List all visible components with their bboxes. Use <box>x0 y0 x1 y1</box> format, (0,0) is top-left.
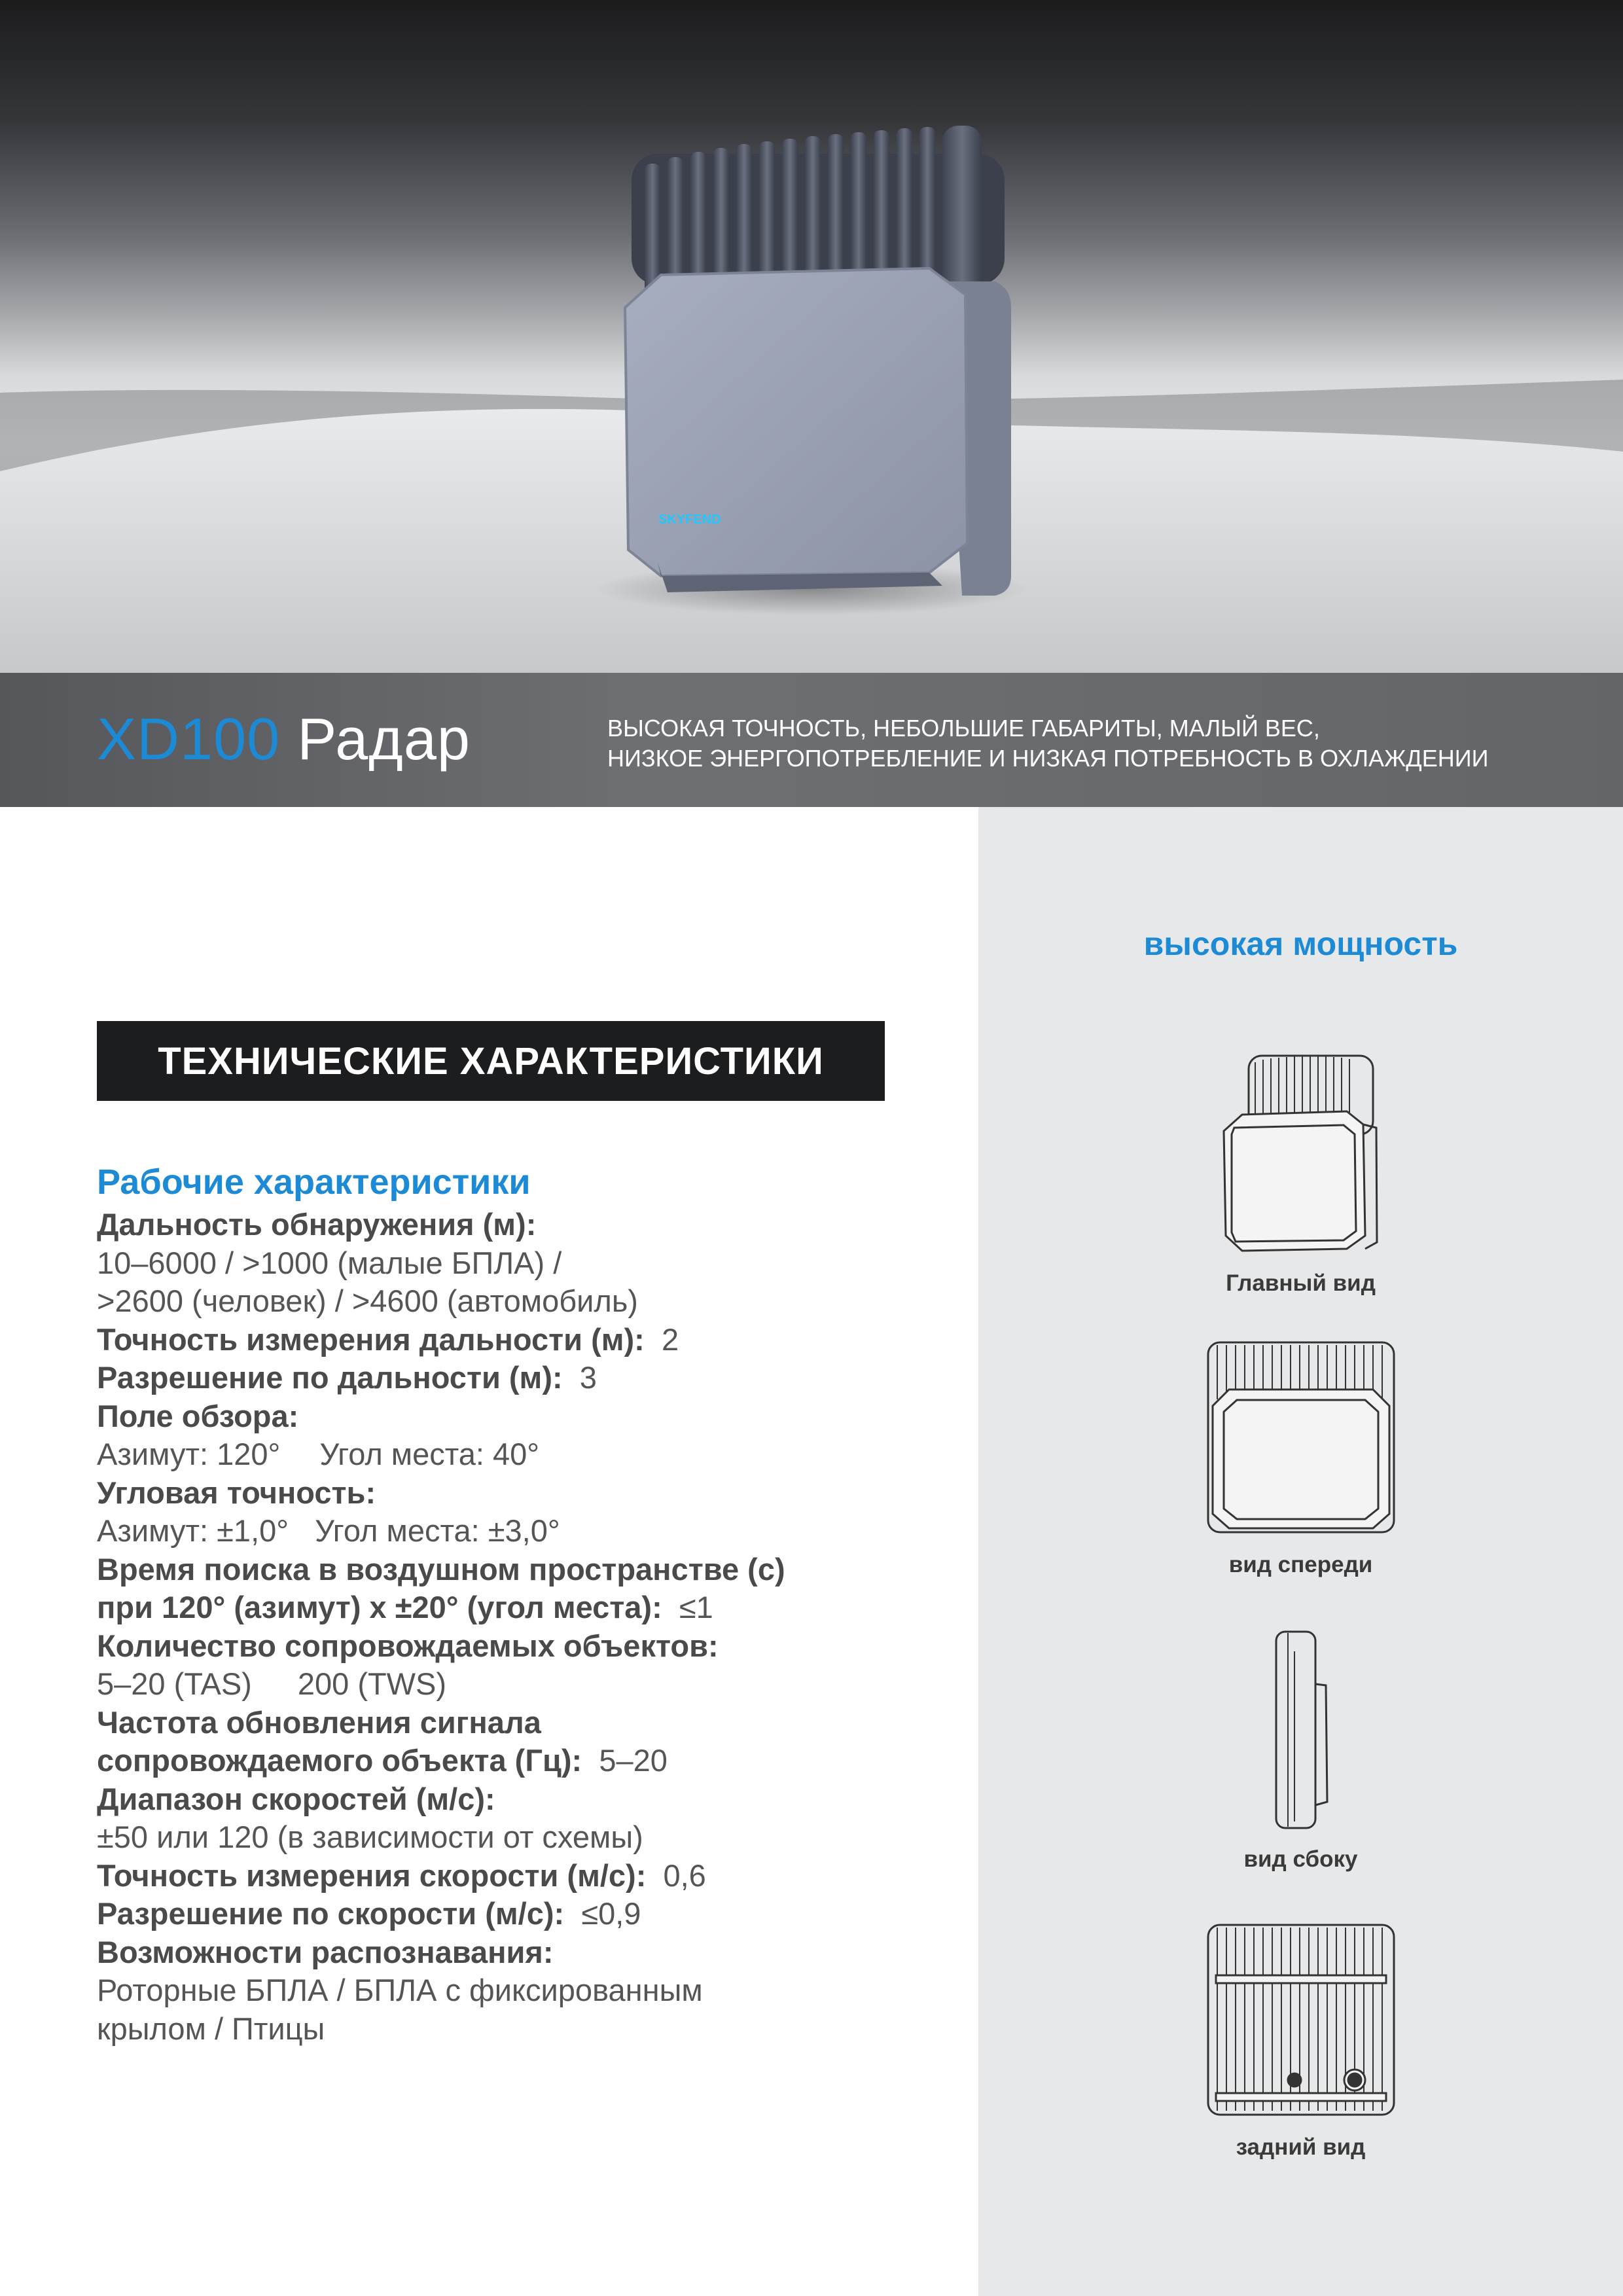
tagline-line-1: ВЫСОКАЯ ТОЧНОСТЬ, НЕБОЛЬШИЕ ГАБАРИТЫ, МАЛЫЙ ВЕС, <box>607 715 1320 742</box>
front-view-drawing <box>1203 1337 1399 1540</box>
front-view <box>978 1337 1623 1578</box>
spec-update-rate-label-1: Частота обновления сигнала <box>97 1704 541 1740</box>
spec-detection-range-value-1: 10–6000 / >1000 (малые БПЛА) / <box>97 1245 562 1280</box>
side-view-caption: вид сбоку <box>1243 1846 1358 1872</box>
main-view <box>978 1036 1623 1297</box>
spec-field-of-view-value: Азимут: 120° Угол места: 40° <box>97 1437 540 1471</box>
spec-speed-range: Диапазон скоростей (м/с): <box>97 1781 495 1816</box>
specs-header: ТЕХНИЧЕСКИЕ ХАРАКТЕРИСТИКИ <box>97 1021 885 1101</box>
spec-recognition-value-1: Роторные БПЛА / БПЛА с фиксированным <box>97 1973 703 2007</box>
rear-view <box>978 1920 1623 2161</box>
main-view-drawing <box>1216 1036 1386 1259</box>
front-view-caption: вид спереди <box>1228 1552 1373 1577</box>
spec-speed-resolution: Разрешение по скорости (м/с): ≤0,9 <box>97 1896 641 1931</box>
spec-speed-range-value: ±50 или 120 (в зависимости от схемы) <box>97 1820 643 1854</box>
side-view <box>978 1625 1623 1873</box>
product-model: XD100 <box>97 707 281 772</box>
spec-speed-accuracy: Точность измерения скорости (м/с): 0,6 <box>97 1857 706 1893</box>
spec-tracked-objects-value: 5–20 (TAS) 200 (TWS) <box>97 1666 447 1701</box>
radar-device-illustration <box>0 0 1623 673</box>
spec-field-of-view: Поле обзора: <box>97 1398 299 1433</box>
title-banner <box>0 673 1623 807</box>
product-tagline <box>607 713 1589 774</box>
spec-search-time-label-1: Время поиска в воздушном пространстве (с) <box>97 1551 785 1587</box>
spec-search-time: при 120° (азимут) х ±20° (угол места): ≤1 <box>97 1590 713 1624</box>
spec-recognition: Возможности распознавания: <box>97 1934 554 1969</box>
rear-view-drawing <box>1203 1920 1399 2123</box>
spec-detection-range-value-2: >2600 (человек) / >4600 (автомобиль) <box>97 1283 638 1318</box>
specs-list <box>97 1158 915 2048</box>
spec-range-resolution: Разрешение по дальности (м): 3 <box>97 1360 597 1395</box>
specs-subtitle: Рабочие характеристики <box>97 1162 531 1202</box>
views-panel <box>978 807 1623 2296</box>
side-view-drawing <box>1268 1625 1334 1835</box>
spec-tracked-objects: Количество сопровождаемых объектов: <box>97 1628 719 1663</box>
spec-angular-accuracy-value: Азимут: ±1,0° Угол места: ±3,0° <box>97 1513 560 1548</box>
spec-range-accuracy: Точность измерения дальности (м): 2 <box>97 1321 679 1357</box>
device-brand-text: SKYFEND <box>658 512 721 527</box>
views-heading: высокая мощность <box>1143 925 1458 962</box>
spec-angular-accuracy: Угловая точность: <box>97 1475 376 1510</box>
spec-detection-range: Дальность обнаружения (м): <box>97 1207 537 1242</box>
spec-update-rate: сопровождаемого объекта (Гц): 5–20 <box>97 1743 668 1778</box>
hero-image <box>0 0 1623 673</box>
main-view-caption: Главный вид <box>1226 1270 1376 1296</box>
product-name: Радар <box>297 707 471 772</box>
product-title <box>97 704 471 775</box>
rear-view-caption: задний вид <box>1236 2134 1366 2160</box>
tagline-line-2: НИЗКОЕ ЭНЕРГОПОТРЕБЛЕНИЕ И НИЗКАЯ ПОТРЕБНОСТЬ В ОХЛАЖДЕНИИ <box>607 745 1489 772</box>
spec-recognition-value-2: крылом / Птицы <box>97 2011 325 2046</box>
